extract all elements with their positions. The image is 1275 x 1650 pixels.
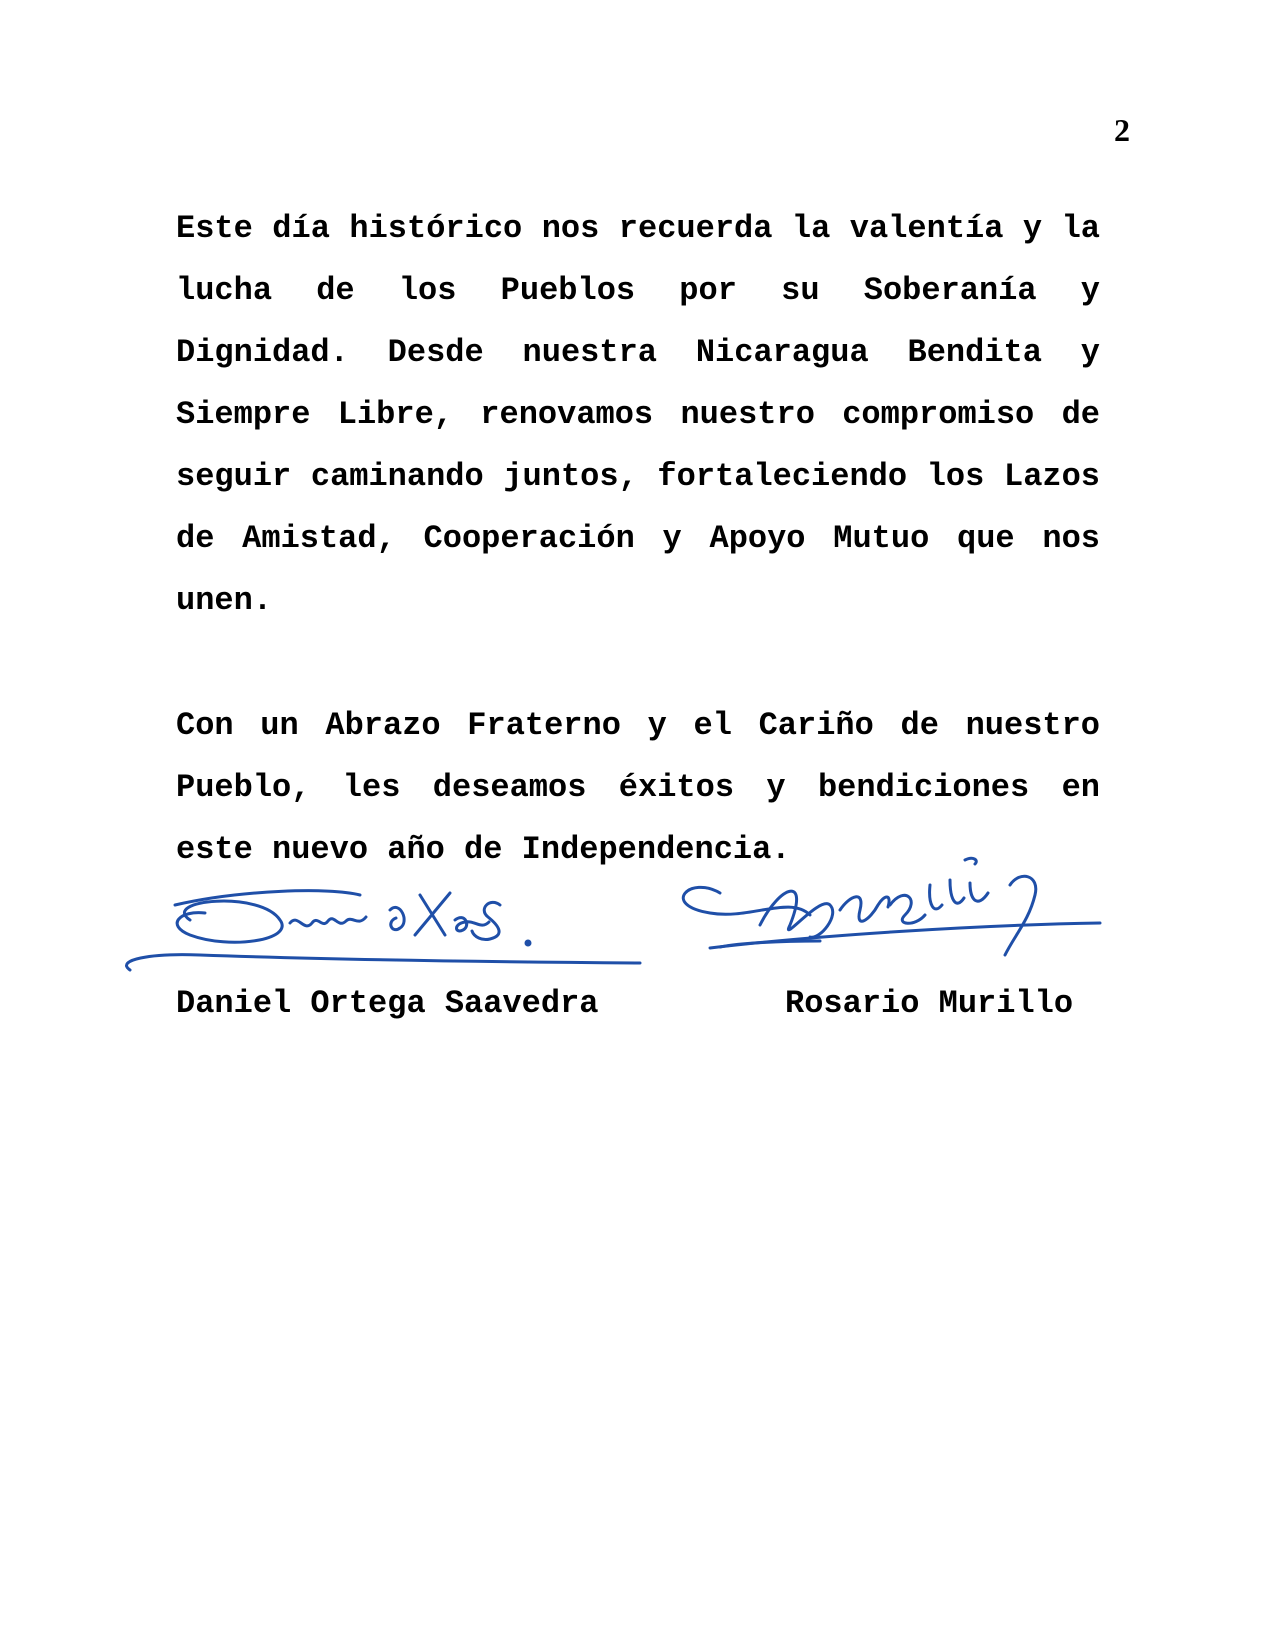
left-signature-scribble (126, 891, 640, 970)
signer-name-right: Rosario Murillo (785, 985, 1074, 1022)
paragraph-2: Con un Abrazo Fraterno y el Cariño de nuestro Pueblo, les deseamos éxitos y bendiciones en este nuevo año de Independencia. (176, 707, 1100, 868)
signer-name-left: Daniel Ortega Saavedra (176, 985, 599, 1022)
paragraph-1: Este día histórico nos recuerda la valentía y la lucha de los Pueblos por su Soberanía y Dignidad. Desde nuestra Nicaragua Bendita y Siempre Libre, renovamos nuestro compromiso de seguir caminando juntos, fortaleciendo los Lazos de Amistad, Cooperación y Apoyo Mutuo que nos unen. (176, 210, 1100, 619)
signature-block (120, 865, 1170, 1065)
page-number: 2 (1114, 112, 1130, 148)
right-signature-scribble (683, 858, 1100, 955)
